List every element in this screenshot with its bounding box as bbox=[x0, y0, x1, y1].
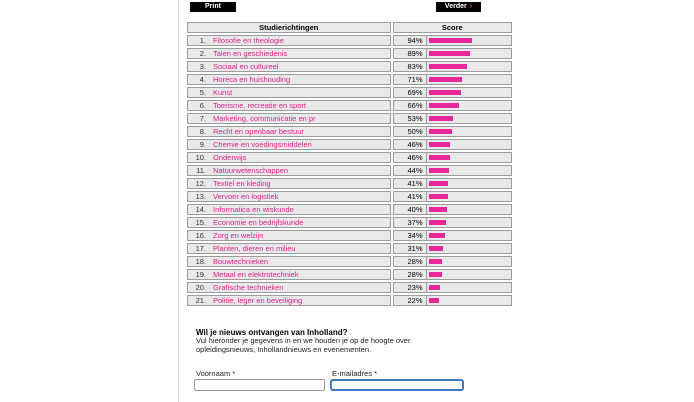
score-cell bbox=[393, 282, 512, 293]
table-row bbox=[187, 178, 512, 189]
voornaam-label: Voornaam * bbox=[196, 369, 236, 378]
score-bar bbox=[429, 181, 448, 186]
table-row bbox=[187, 35, 512, 46]
score-bar-track bbox=[427, 75, 511, 84]
row-rank: 13. bbox=[195, 192, 206, 201]
table-row bbox=[187, 191, 512, 202]
category-cell bbox=[187, 61, 391, 72]
table-row bbox=[187, 282, 512, 293]
print-button[interactable]: Print bbox=[190, 2, 236, 12]
score-value: 41% bbox=[394, 192, 427, 201]
score-cell bbox=[393, 178, 512, 189]
score-cell bbox=[393, 295, 512, 306]
row-rank: 3. bbox=[199, 62, 206, 71]
category-cell bbox=[187, 269, 391, 280]
row-rank: 9. bbox=[199, 140, 206, 149]
category-cell bbox=[187, 74, 391, 85]
score-value: 66% bbox=[394, 101, 427, 110]
category-cell bbox=[187, 243, 391, 254]
category-link[interactable]: Talen en geschiedenis bbox=[213, 49, 288, 58]
email-input[interactable] bbox=[330, 379, 464, 391]
score-value: 22% bbox=[394, 296, 427, 305]
score-cell bbox=[393, 256, 512, 267]
score-bar bbox=[429, 38, 472, 43]
row-rank: 15. bbox=[195, 218, 206, 227]
score-cell bbox=[393, 217, 512, 228]
score-table bbox=[185, 20, 514, 308]
score-bar bbox=[429, 142, 450, 147]
score-value: 46% bbox=[394, 140, 427, 149]
score-bar bbox=[429, 51, 470, 56]
score-cell bbox=[393, 139, 512, 150]
table-row bbox=[187, 295, 512, 306]
score-cell bbox=[393, 243, 512, 254]
category-link[interactable]: Sociaal en cultureel bbox=[213, 62, 279, 71]
row-rank: 8. bbox=[199, 127, 206, 136]
row-rank: 21. bbox=[195, 296, 206, 305]
score-bar-track bbox=[427, 36, 511, 45]
score-value: 50% bbox=[394, 127, 427, 136]
row-rank: 1. bbox=[199, 36, 206, 45]
score-value: 69% bbox=[394, 88, 427, 97]
row-rank: 20. bbox=[195, 283, 206, 292]
category-link[interactable]: Zorg en welzijn bbox=[213, 231, 264, 240]
score-bar-track bbox=[427, 270, 511, 279]
row-rank: 2. bbox=[199, 49, 206, 58]
category-cell bbox=[187, 204, 391, 215]
category-cell bbox=[187, 48, 391, 59]
category-link[interactable]: Natuurwetenschappen bbox=[213, 166, 289, 175]
table-row bbox=[187, 243, 512, 254]
score-bar-track bbox=[427, 166, 511, 175]
row-rank: 14. bbox=[195, 205, 206, 214]
score-value: 23% bbox=[394, 283, 427, 292]
column-header-score: Score bbox=[393, 22, 512, 33]
score-bar bbox=[429, 168, 449, 173]
category-link[interactable]: Economie en bedrijfskunde bbox=[213, 218, 304, 227]
score-table-body bbox=[187, 35, 512, 306]
score-value: 31% bbox=[394, 244, 427, 253]
row-rank: 19. bbox=[195, 270, 206, 279]
score-value: 89% bbox=[394, 49, 427, 58]
category-link[interactable]: Toerisme, recreatie en sport bbox=[213, 101, 306, 110]
score-bar bbox=[429, 259, 442, 264]
table-row bbox=[187, 87, 512, 98]
score-value: 83% bbox=[394, 62, 427, 71]
table-row bbox=[187, 126, 512, 137]
score-bar bbox=[429, 116, 453, 121]
score-bar bbox=[429, 220, 446, 225]
row-rank: 4. bbox=[199, 75, 206, 84]
table-row bbox=[187, 165, 512, 176]
score-cell bbox=[393, 100, 512, 111]
score-value: 28% bbox=[394, 257, 427, 266]
score-cell bbox=[393, 61, 512, 72]
score-bar-track bbox=[427, 49, 511, 58]
score-bar bbox=[429, 233, 445, 238]
category-cell bbox=[187, 100, 391, 111]
row-rank: 18. bbox=[195, 257, 206, 266]
table-row bbox=[187, 204, 512, 215]
category-cell bbox=[187, 191, 391, 202]
score-bar-track bbox=[427, 127, 511, 136]
category-link[interactable]: Textiel en kleding bbox=[213, 179, 271, 188]
score-bar-track bbox=[427, 88, 511, 97]
score-bar bbox=[429, 194, 448, 199]
table-row bbox=[187, 269, 512, 280]
score-value: 41% bbox=[394, 179, 427, 188]
next-button-label: Verder bbox=[444, 3, 467, 10]
row-rank: 12. bbox=[195, 179, 206, 188]
row-rank: 5. bbox=[199, 88, 206, 97]
table-row bbox=[187, 113, 512, 124]
column-header-studierichtingen: Studierichtingen bbox=[187, 22, 391, 33]
category-link[interactable]: Vervoer en logistiek bbox=[213, 192, 279, 201]
score-bar-track bbox=[427, 231, 511, 240]
table-row bbox=[187, 100, 512, 111]
score-cell bbox=[393, 152, 512, 163]
score-value: 94% bbox=[394, 36, 427, 45]
score-cell bbox=[393, 126, 512, 137]
row-rank: 7. bbox=[199, 114, 206, 123]
score-cell bbox=[393, 230, 512, 241]
category-cell bbox=[187, 295, 391, 306]
score-bar bbox=[429, 77, 462, 82]
table-row bbox=[187, 256, 512, 267]
table-row bbox=[187, 152, 512, 163]
score-cell bbox=[393, 113, 512, 124]
category-cell bbox=[187, 152, 391, 163]
table-row bbox=[187, 48, 512, 59]
score-bar-track bbox=[427, 257, 511, 266]
score-bar-track bbox=[427, 296, 511, 305]
category-cell bbox=[187, 165, 391, 176]
category-cell bbox=[187, 126, 391, 137]
score-bar bbox=[429, 272, 442, 277]
table-row bbox=[187, 61, 512, 72]
score-bar bbox=[429, 103, 459, 108]
voornaam-input[interactable] bbox=[194, 379, 325, 391]
score-value: 53% bbox=[394, 114, 427, 123]
content-left-border bbox=[178, 0, 179, 402]
row-rank: 17. bbox=[195, 244, 206, 253]
score-bar-track bbox=[427, 218, 511, 227]
category-link[interactable]: Chemie en voedingsmiddelen bbox=[213, 140, 312, 149]
category-cell bbox=[187, 230, 391, 241]
table-row bbox=[187, 217, 512, 228]
score-bar bbox=[429, 207, 447, 212]
row-rank: 6. bbox=[199, 101, 206, 110]
category-link[interactable]: Horeca en huishouding bbox=[213, 75, 291, 84]
newsletter-description: Vul hieronder je gegevens in en we houden je op de hoogte over opleidingsnieuws, Inhollandnieuws en evenementen. bbox=[196, 336, 411, 354]
score-value: 71% bbox=[394, 75, 427, 84]
score-cell bbox=[393, 87, 512, 98]
category-cell bbox=[187, 139, 391, 150]
score-value: 44% bbox=[394, 166, 427, 175]
category-link[interactable]: Kunst bbox=[213, 88, 233, 97]
category-link[interactable]: Politie, leger en beveiliging bbox=[213, 296, 303, 305]
score-cell bbox=[393, 204, 512, 215]
score-bar bbox=[429, 285, 440, 290]
score-bar-track bbox=[427, 114, 511, 123]
score-value: 37% bbox=[394, 218, 427, 227]
score-bar-track bbox=[427, 140, 511, 149]
score-value: 40% bbox=[394, 205, 427, 214]
score-bar-track bbox=[427, 205, 511, 214]
category-cell bbox=[187, 217, 391, 228]
newsletter-heading: Wil je nieuws ontvangen van Inholland? bbox=[196, 328, 348, 337]
category-link[interactable]: Filosofie en theologie bbox=[213, 36, 284, 45]
score-cell bbox=[393, 269, 512, 280]
category-link[interactable]: Metaal en elektrotechniek bbox=[213, 270, 299, 279]
row-rank: 10. bbox=[195, 153, 206, 162]
category-cell bbox=[187, 178, 391, 189]
score-value: 28% bbox=[394, 270, 427, 279]
score-bar-track bbox=[427, 192, 511, 201]
score-cell bbox=[393, 191, 512, 202]
score-cell bbox=[393, 74, 512, 85]
category-link[interactable]: Marketing, communicatie en pr bbox=[213, 114, 316, 123]
score-bar-track bbox=[427, 153, 511, 162]
score-bar bbox=[429, 90, 461, 95]
category-cell bbox=[187, 35, 391, 46]
category-cell bbox=[187, 282, 391, 293]
score-value: 46% bbox=[394, 153, 427, 162]
category-link[interactable]: Recht en openbaar bestuur bbox=[213, 127, 304, 136]
score-bar bbox=[429, 246, 443, 251]
category-link[interactable]: Grafische technieken bbox=[213, 283, 284, 292]
email-label: E-mailadres * bbox=[332, 369, 378, 378]
score-cell bbox=[393, 35, 512, 46]
category-link[interactable]: Onderwijs bbox=[213, 153, 247, 162]
row-rank: 16. bbox=[195, 231, 206, 240]
score-bar bbox=[429, 129, 452, 134]
next-button[interactable] bbox=[436, 2, 481, 12]
score-bar-track bbox=[427, 283, 511, 292]
category-link[interactable]: Bouwtechnieken bbox=[213, 257, 269, 266]
row-rank: 11. bbox=[196, 166, 206, 175]
category-cell bbox=[187, 256, 391, 267]
table-row bbox=[187, 74, 512, 85]
score-bar-track bbox=[427, 244, 511, 253]
table-row bbox=[187, 230, 512, 241]
score-bar bbox=[429, 64, 467, 69]
score-cell bbox=[393, 48, 512, 59]
score-bar bbox=[429, 298, 439, 303]
score-bar bbox=[429, 155, 450, 160]
score-value: 34% bbox=[394, 231, 427, 240]
score-cell bbox=[393, 165, 512, 176]
table-row bbox=[187, 139, 512, 150]
category-link[interactable]: Informatica en wiskunde bbox=[213, 205, 294, 214]
category-cell bbox=[187, 113, 391, 124]
score-bar-track bbox=[427, 179, 511, 188]
score-bar-track bbox=[427, 101, 511, 110]
score-bar-track bbox=[427, 62, 511, 71]
category-link[interactable]: Planten, dieren en milieu bbox=[213, 244, 296, 253]
chevron-right-icon: › bbox=[469, 3, 473, 10]
category-cell bbox=[187, 87, 391, 98]
